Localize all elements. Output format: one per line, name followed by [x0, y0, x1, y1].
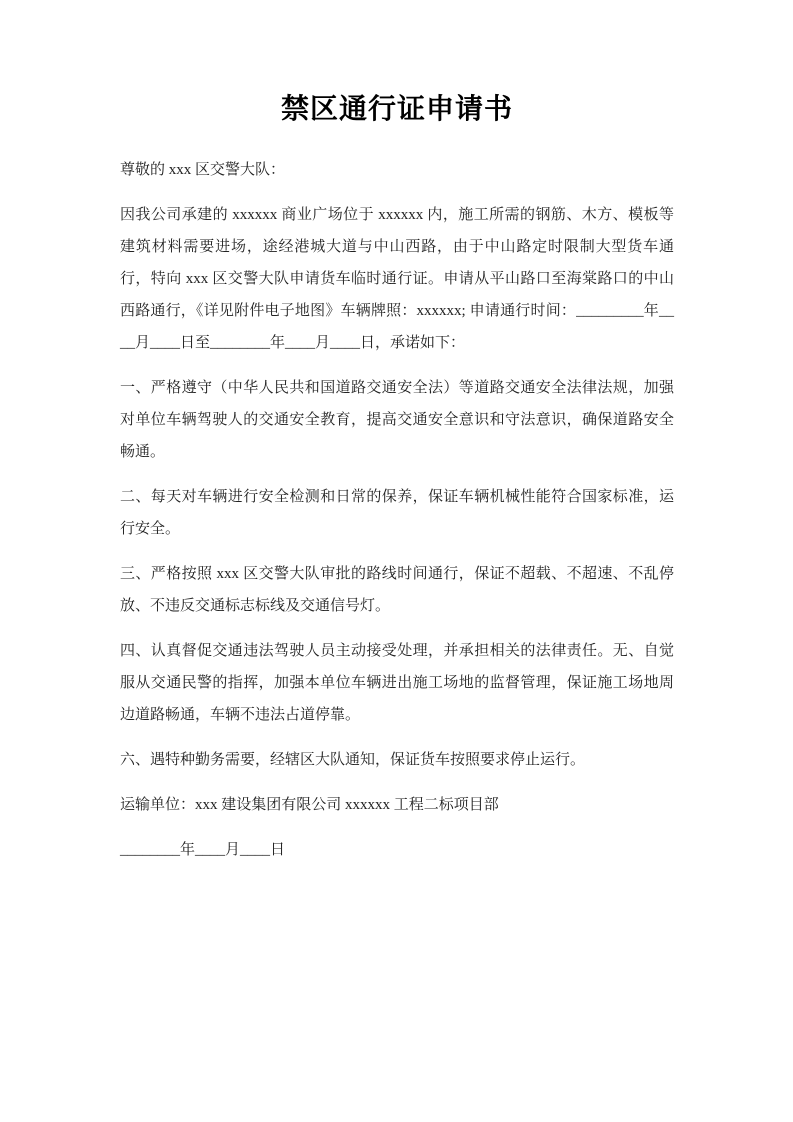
signature-date-line: ________年____月____日: [120, 842, 286, 858]
document-title: 禁区通行证申请书: [280, 94, 513, 125]
commitment-paragraph-2: 二、每天对车辆进行安全检测和日常的保养，保证车辆机械性能符合国家标准，运行安全。: [120, 489, 674, 537]
transport-unit-line: 运输单位：xxx 建设集团有限公司 xxxxxx 工程二标项目部: [120, 797, 499, 813]
commitment-paragraph-4: 四、认真督促交通违法驾驶人员主动接受处理，并承担相关的法律责任。无、自觉服从交通民警的指挥，加强本单位车辆进出施工场地的监督管理，保证施工场地周边道路畅通，车辆不违法占道停靠。: [120, 643, 674, 723]
salutation: 尊敬的 xxx 区交警大队：: [120, 162, 286, 178]
commitment-paragraph-3: 三、严格按照 xxx 区交警大队审批的路线时间通行，保证不超载、不超速、不乱停放、不违反交通标志标线及交通信号灯。: [120, 566, 674, 614]
commitment-paragraph-6: 六、遇特种勤务需要，经辖区大队通知，保证货车按照要求停止运行。: [120, 752, 586, 768]
intro-paragraph: 因我公司承建的 xxxxxx 商业广场位于 xxxxxx 内，施工所需的钢筋、木方、模板等建筑材料需要进场，途经港城大道与中山西路，由于中山路定时限制大型货车通行，特向 xxx 区交警大队申请货车临时通行证。申请从平山路口至海棠路口的中山西路通行，《详见附件电子地图》车辆牌照：xxxxxx; 申请通行时间：_________年____月____日至________年____月____日，承诺如下：: [120, 207, 674, 351]
commitment-paragraph-1: 一、严格遵守（中华人民共和国道路交通安全法）等道路交通安全法律法规，加强对单位车辆驾驶人的交通安全教育，提高交通安全意识和守法意识，确保道路安全畅通。: [120, 380, 674, 460]
